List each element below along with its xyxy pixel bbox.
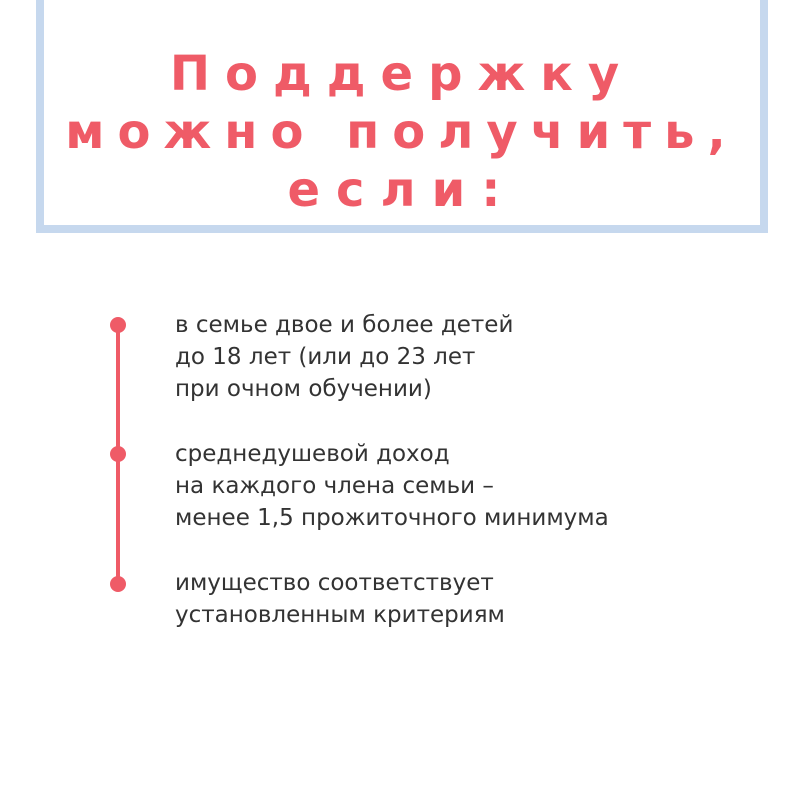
condition-item-children: в семье двое и более детей до 18 лет (или до 23 лет при очном обучении) [175, 312, 514, 402]
title-line-2: можно получить, [65, 104, 739, 160]
condition-item-property: имущество соответствует установленным критериям [175, 570, 505, 628]
title-line-1: Поддержку [169, 46, 635, 102]
bullet-dot-icon [110, 317, 126, 333]
bullet-dot-icon [110, 446, 126, 462]
bullet-dot-icon [110, 576, 126, 592]
title-line-3: если: [287, 162, 517, 218]
condition-item-income: среднедушевой доход на каждого члена семьи – менее 1,5 прожиточного минимума [175, 441, 609, 531]
page-title [36, 45, 768, 219]
